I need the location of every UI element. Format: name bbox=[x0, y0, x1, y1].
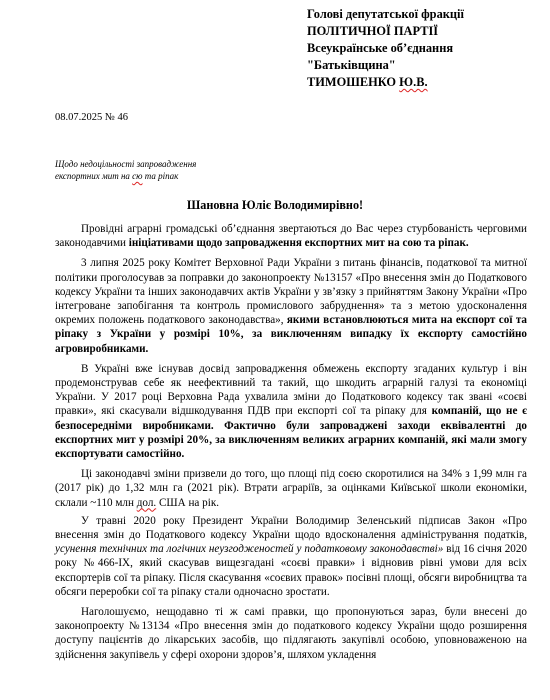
subject-line bbox=[55, 170, 255, 182]
paragraph-text: Наголошуємо, нещодавно ті ж самі правки, що пропонуються зараз, були внесені до законопроекту №13134 «Про внесення змін до податкового кодексу України щодо розширення доступу пацієнтів до лікарських засобів, що підлягають закупівлі особою, уповноваженою на здійснення закупівель у сфері охорони здоров’я, шляхом укладення bbox=[55, 606, 527, 661]
addressee-line: ПОЛІТИЧНОЇ ПАРТІЇ bbox=[307, 24, 439, 38]
paragraph-text-flagged: дол. bbox=[136, 496, 157, 509]
paragraph-text: В Україні вже існував досвід запровадження обмежень експорту згаданих культур і він продемонстрував себе як неефективний та такий, що шкодить аграрній галузі та економіці України. У 2017 році Верховна Рада ухвалила зміни до Податкового кодексу так звані «соєві правки», які скасували відшкодування ПДВ при експорті сої та ріпаку для bbox=[55, 362, 527, 418]
paragraph bbox=[55, 256, 527, 355]
addressee-initials: Ю.В. bbox=[399, 75, 428, 89]
paragraph-text-bold: ініціативами щодо запровадження експортних мит на сою та ріпак. bbox=[128, 237, 469, 250]
addressee-block bbox=[307, 6, 542, 91]
paragraph bbox=[55, 605, 527, 662]
paragraph bbox=[55, 362, 527, 461]
addressee-line: Голові депутатської фракції bbox=[307, 7, 464, 21]
paragraph bbox=[55, 467, 527, 510]
letter-subject bbox=[55, 158, 255, 182]
paragraph-text: від 16 січня 2020 року №466-ІХ, який скасував вищезгадані «соєві правки» і відновив рівні умови для всіх експортерів сої та ріпаку. Після скасування «соєвих правок» посівні площі, обсяги виробництва та обсяги переробки сої та ріпаку стали одночасно зростати. bbox=[55, 543, 527, 598]
subject-text: експортних мит на bbox=[55, 171, 133, 181]
addressee-line: "Батьківщина" bbox=[307, 58, 396, 72]
subject-text-flagged: сю bbox=[132, 171, 143, 181]
paragraph-text-bold: компаній, що не є безпосередніми виробниками. Фактично були запроваджені заходи еквівалентні до експортних мит у розмірі 20%, за виключенням великих аграрних компаній, які мали змогу експортувати самостійно. bbox=[55, 405, 527, 461]
paragraph-text: Ці законодавчі зміни призвели до того, що площі під соєю скоротилися на 34% з 1,99 млн га (2017 рік) до 1,32 млн га (2021 рік). Втрати аграріїв, за оцінками Київської школи економіки, склали ~110 млн bbox=[55, 468, 527, 509]
addressee-surname: ТИМОШЕНКО bbox=[307, 75, 400, 89]
paragraph-text: 3 липня 2025 року Комітет Верховної Ради України з питань фінансів, податкової та митної політики проголосував за поправки до законопроекту №13157 «Про внесення змін до Податкового кодексу України та інших законодавчих актів України у зв’язку з прийняттям Закону України «Про інтегроване запобігання та контроль промислового забруднення» та з метою удосконалення окремих положень податкового законодавства», bbox=[55, 257, 527, 327]
paragraph bbox=[55, 514, 527, 599]
paragraph-text: США на рік. bbox=[156, 496, 220, 509]
salutation: Шановна Юліє Володимирівно! bbox=[186, 198, 364, 212]
subject-line: Щодо недоцільності запровадження bbox=[55, 159, 197, 169]
subject-text: та ріпак bbox=[142, 171, 179, 181]
paragraph-text-bold: якими встановлюються мита на експорт сої та ріпаку з України у розмірі 10%, за виключенням випадку їх експорту самостійно агровиробниками. bbox=[55, 314, 527, 355]
paragraph-text-italic: усунення технічних та логічних неузгодженостей у податковому законодавстві» bbox=[55, 543, 444, 556]
paragraph-text: У травні 2020 року Президент України Володимир Зеленський підписав Закон «Про внесення змін до Податкового кодексу України щодо вдосконалення адміністрування податків, bbox=[55, 514, 527, 542]
paragraph bbox=[55, 222, 527, 250]
addressee-name bbox=[307, 74, 542, 91]
addressee-line: Всеукраїнське об’єднання bbox=[307, 41, 454, 55]
outgoing-reference: 08.07.2025 № 46 bbox=[55, 112, 129, 123]
letter-body bbox=[55, 222, 527, 668]
paragraph-text: Провідні аграрні громадські об’єднання звертаються до Вас через стурбованість черговими законодавчими bbox=[55, 223, 527, 250]
